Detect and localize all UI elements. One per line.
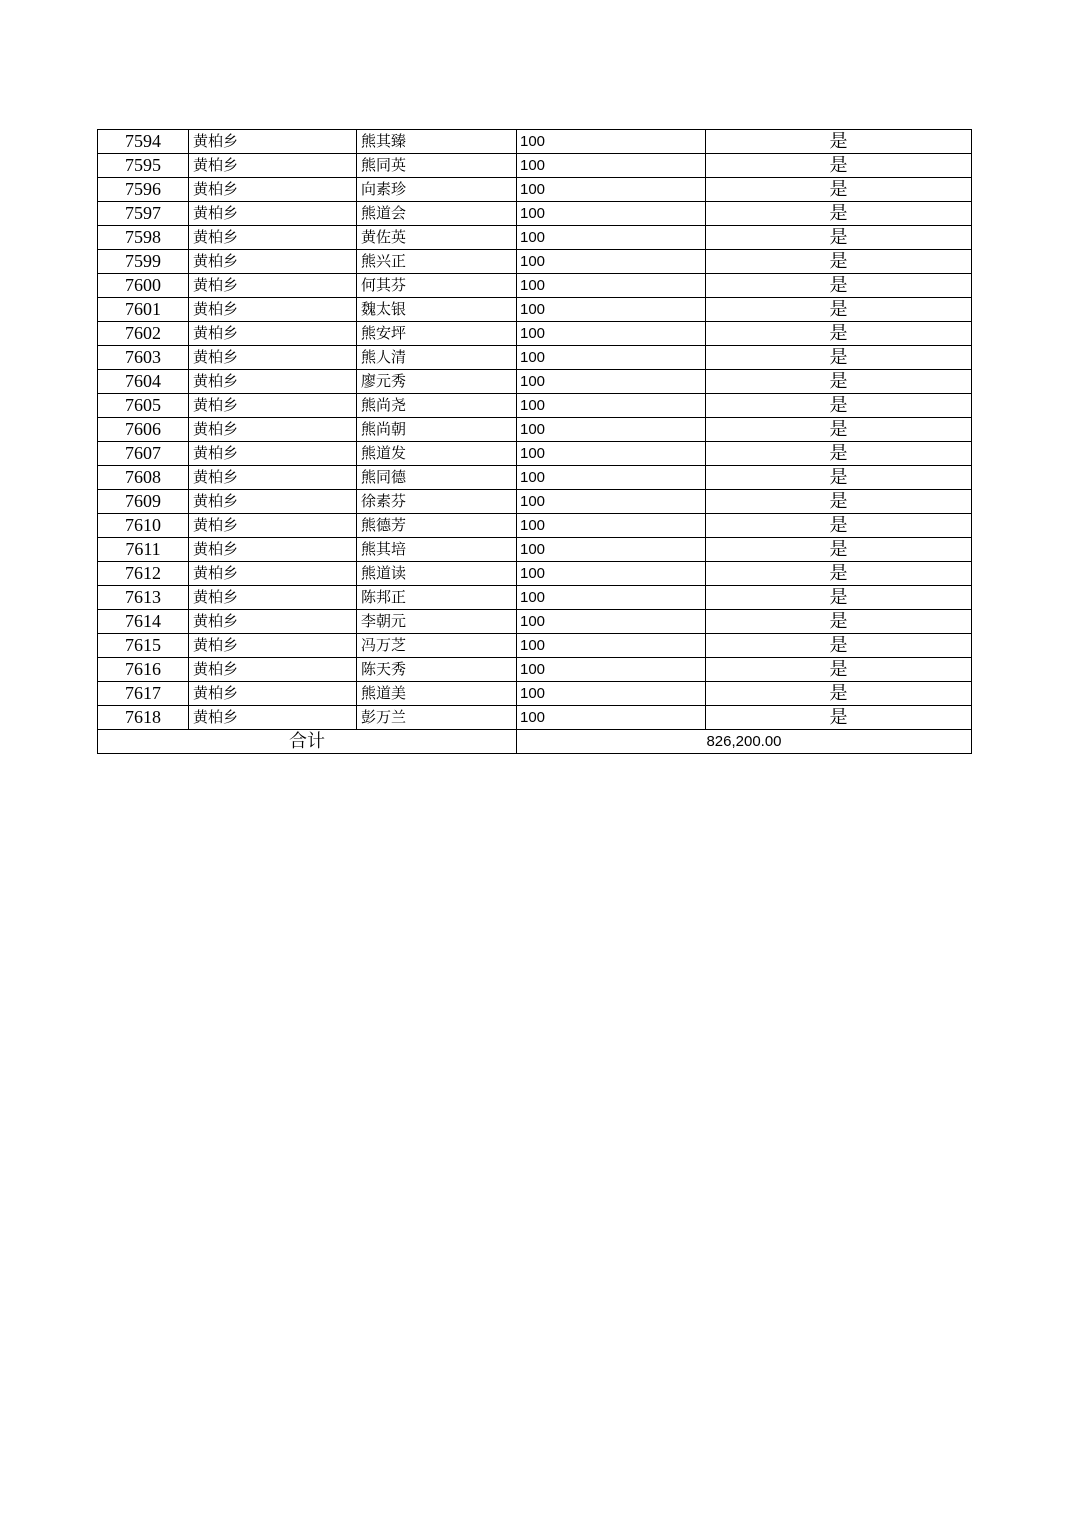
township-cell: 黄柏乡 (189, 298, 357, 322)
name-cell: 熊人清 (357, 346, 517, 370)
row-number-cell: 7617 (98, 682, 189, 706)
table-row (98, 466, 972, 490)
row-number-cell: 7601 (98, 298, 189, 322)
amount-cell: 100 (517, 634, 706, 658)
table-row (98, 658, 972, 682)
name-cell: 熊道发 (357, 442, 517, 466)
township-cell: 黄柏乡 (189, 682, 357, 706)
amount-cell: 100 (517, 706, 706, 730)
row-number-cell: 7604 (98, 370, 189, 394)
amount-cell: 100 (517, 418, 706, 442)
table-body (98, 130, 972, 730)
table-row (98, 634, 972, 658)
amount-cell: 100 (517, 538, 706, 562)
township-cell: 黄柏乡 (189, 490, 357, 514)
township-cell: 黄柏乡 (189, 250, 357, 274)
township-cell: 黄柏乡 (189, 538, 357, 562)
amount-cell: 100 (517, 322, 706, 346)
row-number-cell: 7598 (98, 226, 189, 250)
status-cell: 是 (706, 322, 972, 346)
table-row (98, 250, 972, 274)
amount-cell: 100 (517, 178, 706, 202)
name-cell: 熊同英 (357, 154, 517, 178)
status-cell: 是 (706, 202, 972, 226)
name-cell: 魏太银 (357, 298, 517, 322)
status-cell: 是 (706, 562, 972, 586)
row-number-cell: 7608 (98, 466, 189, 490)
name-cell: 熊同德 (357, 466, 517, 490)
status-cell: 是 (706, 610, 972, 634)
table-row (98, 562, 972, 586)
name-cell: 李朝元 (357, 610, 517, 634)
table-row (98, 514, 972, 538)
amount-cell: 100 (517, 682, 706, 706)
status-cell: 是 (706, 634, 972, 658)
status-cell: 是 (706, 442, 972, 466)
name-cell: 冯万芝 (357, 634, 517, 658)
amount-cell: 100 (517, 346, 706, 370)
township-cell: 黄柏乡 (189, 322, 357, 346)
table-row (98, 154, 972, 178)
amount-cell: 100 (517, 658, 706, 682)
table-row (98, 586, 972, 610)
township-cell: 黄柏乡 (189, 562, 357, 586)
name-cell: 熊道读 (357, 562, 517, 586)
township-cell: 黄柏乡 (189, 154, 357, 178)
name-cell: 熊安坪 (357, 322, 517, 346)
name-cell: 彭万兰 (357, 706, 517, 730)
row-number-cell: 7600 (98, 274, 189, 298)
amount-cell: 100 (517, 490, 706, 514)
row-number-cell: 7611 (98, 538, 189, 562)
name-cell: 陈天秀 (357, 658, 517, 682)
total-value: 826,200.00 (517, 730, 972, 754)
amount-cell: 100 (517, 586, 706, 610)
township-cell: 黄柏乡 (189, 466, 357, 490)
table-row (98, 130, 972, 154)
township-cell: 黄柏乡 (189, 130, 357, 154)
amount-cell: 100 (517, 610, 706, 634)
total-row (98, 730, 972, 754)
row-number-cell: 7607 (98, 442, 189, 466)
amount-cell: 100 (517, 298, 706, 322)
name-cell: 熊其培 (357, 538, 517, 562)
status-cell: 是 (706, 490, 972, 514)
table-row (98, 178, 972, 202)
row-number-cell: 7603 (98, 346, 189, 370)
table-row (98, 226, 972, 250)
status-cell: 是 (706, 250, 972, 274)
row-number-cell: 7610 (98, 514, 189, 538)
table-row (98, 538, 972, 562)
row-number-cell: 7595 (98, 154, 189, 178)
name-cell: 陈邦正 (357, 586, 517, 610)
table-row (98, 202, 972, 226)
status-cell: 是 (706, 538, 972, 562)
status-cell: 是 (706, 130, 972, 154)
table-row (98, 442, 972, 466)
status-cell: 是 (706, 370, 972, 394)
status-cell: 是 (706, 154, 972, 178)
table-row (98, 298, 972, 322)
subsidy-table (97, 129, 972, 754)
township-cell: 黄柏乡 (189, 610, 357, 634)
amount-cell: 100 (517, 130, 706, 154)
township-cell: 黄柏乡 (189, 586, 357, 610)
amount-cell: 100 (517, 250, 706, 274)
name-cell: 何其芬 (357, 274, 517, 298)
amount-cell: 100 (517, 466, 706, 490)
name-cell: 熊道会 (357, 202, 517, 226)
name-cell: 熊道美 (357, 682, 517, 706)
row-number-cell: 7609 (98, 490, 189, 514)
amount-cell: 100 (517, 226, 706, 250)
township-cell: 黄柏乡 (189, 178, 357, 202)
township-cell: 黄柏乡 (189, 634, 357, 658)
table-row (98, 418, 972, 442)
status-cell: 是 (706, 514, 972, 538)
name-cell: 向素珍 (357, 178, 517, 202)
amount-cell: 100 (517, 562, 706, 586)
name-cell: 黄佐英 (357, 226, 517, 250)
township-cell: 黄柏乡 (189, 658, 357, 682)
township-cell: 黄柏乡 (189, 346, 357, 370)
table-row (98, 394, 972, 418)
total-label: 合计 (98, 730, 517, 754)
amount-cell: 100 (517, 370, 706, 394)
township-cell: 黄柏乡 (189, 394, 357, 418)
status-cell: 是 (706, 274, 972, 298)
amount-cell: 100 (517, 394, 706, 418)
status-cell: 是 (706, 418, 972, 442)
row-number-cell: 7615 (98, 634, 189, 658)
name-cell: 熊德芳 (357, 514, 517, 538)
status-cell: 是 (706, 586, 972, 610)
status-cell: 是 (706, 682, 972, 706)
table-row (98, 274, 972, 298)
status-cell: 是 (706, 226, 972, 250)
row-number-cell: 7596 (98, 178, 189, 202)
row-number-cell: 7597 (98, 202, 189, 226)
row-number-cell: 7602 (98, 322, 189, 346)
status-cell: 是 (706, 466, 972, 490)
status-cell: 是 (706, 346, 972, 370)
township-cell: 黄柏乡 (189, 514, 357, 538)
township-cell: 黄柏乡 (189, 706, 357, 730)
amount-cell: 100 (517, 442, 706, 466)
township-cell: 黄柏乡 (189, 442, 357, 466)
amount-cell: 100 (517, 514, 706, 538)
amount-cell: 100 (517, 274, 706, 298)
name-cell: 熊兴正 (357, 250, 517, 274)
status-cell: 是 (706, 658, 972, 682)
table-row (98, 346, 972, 370)
status-cell: 是 (706, 298, 972, 322)
table-row (98, 490, 972, 514)
name-cell: 熊尚尧 (357, 394, 517, 418)
township-cell: 黄柏乡 (189, 370, 357, 394)
township-cell: 黄柏乡 (189, 226, 357, 250)
status-cell: 是 (706, 178, 972, 202)
row-number-cell: 7614 (98, 610, 189, 634)
row-number-cell: 7613 (98, 586, 189, 610)
status-cell: 是 (706, 706, 972, 730)
row-number-cell: 7605 (98, 394, 189, 418)
row-number-cell: 7599 (98, 250, 189, 274)
name-cell: 熊其臻 (357, 130, 517, 154)
amount-cell: 100 (517, 202, 706, 226)
township-cell: 黄柏乡 (189, 202, 357, 226)
table-row (98, 706, 972, 730)
name-cell: 熊尚朝 (357, 418, 517, 442)
table-row (98, 322, 972, 346)
table-row (98, 682, 972, 706)
table-row (98, 610, 972, 634)
row-number-cell: 7606 (98, 418, 189, 442)
status-cell: 是 (706, 394, 972, 418)
row-number-cell: 7612 (98, 562, 189, 586)
row-number-cell: 7618 (98, 706, 189, 730)
name-cell: 徐素芬 (357, 490, 517, 514)
row-number-cell: 7616 (98, 658, 189, 682)
amount-cell: 100 (517, 154, 706, 178)
row-number-cell: 7594 (98, 130, 189, 154)
township-cell: 黄柏乡 (189, 274, 357, 298)
name-cell: 廖元秀 (357, 370, 517, 394)
table-row (98, 370, 972, 394)
township-cell: 黄柏乡 (189, 418, 357, 442)
